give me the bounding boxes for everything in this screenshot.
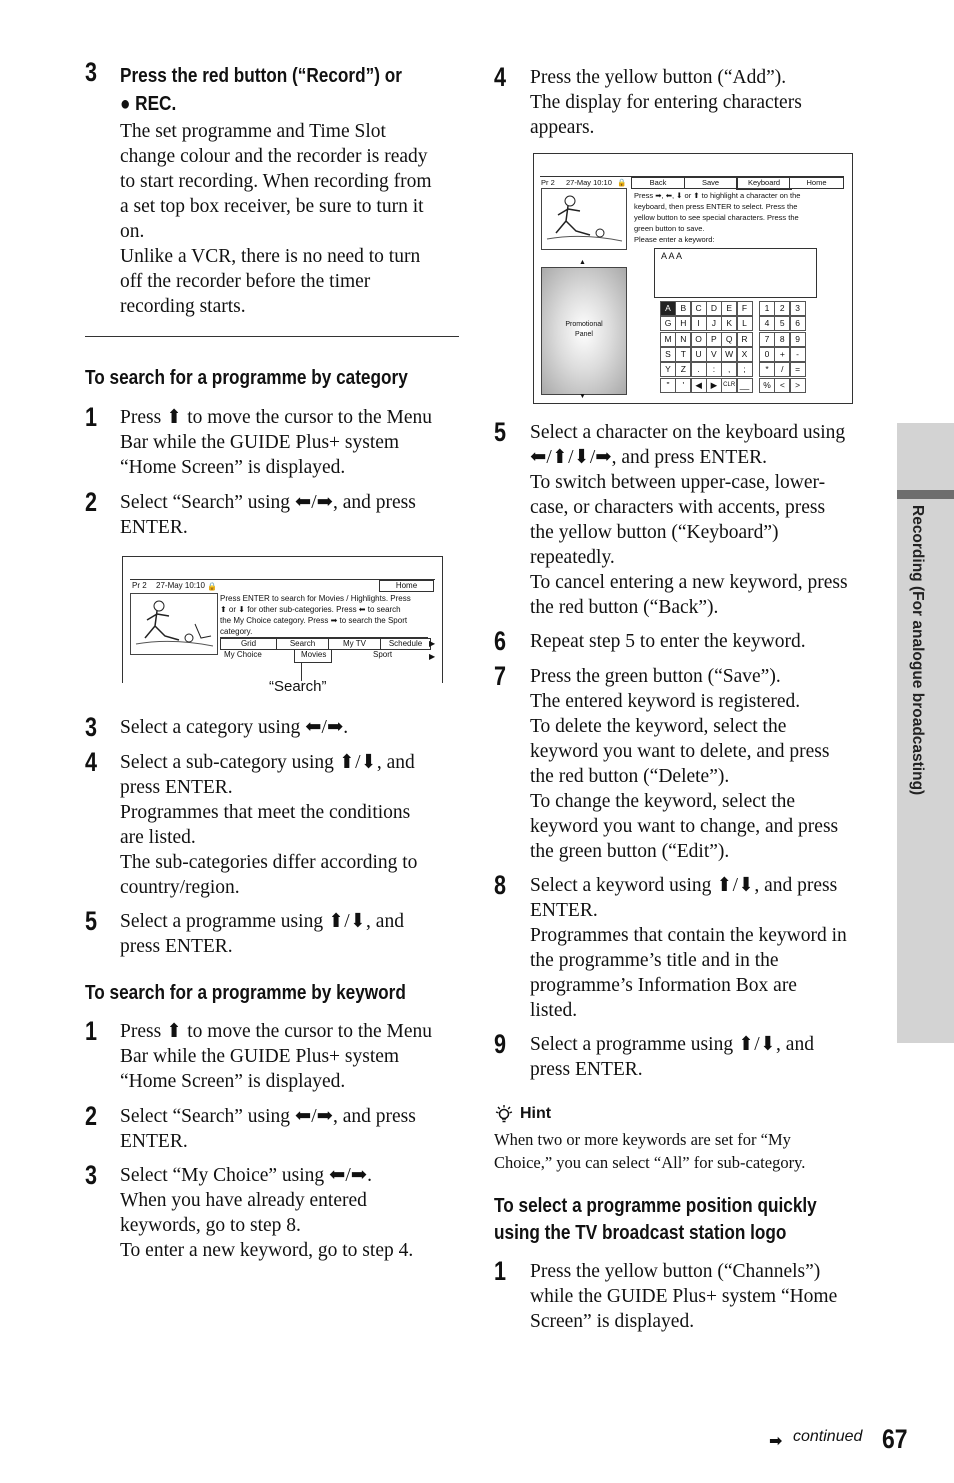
keyboard-key[interactable]: E [721,301,737,316]
save-button[interactable]: Save [684,177,737,189]
keyword-input[interactable]: A A A [654,248,817,298]
promotional-panel [541,267,627,395]
text-line: press ENTER. [530,1059,643,1080]
info-text [220,593,435,637]
step-number: 4 [85,747,98,777]
keyboard-key[interactable]: 4 [759,316,775,331]
keyboard-key[interactable]: D [706,301,722,316]
keyboard-key[interactable]: 6 [790,316,806,331]
keyboard-key[interactable]: Z [675,362,691,377]
arrow-right-icon: ➡ [769,1431,783,1450]
subcategory-my-choice[interactable]: My Choice [224,650,262,659]
keyboard-key[interactable]: = [790,362,806,377]
section-heading-logo: To select a programme position quickly [494,1195,817,1217]
text-line: Unlike a VCR, there is no need to turn [120,246,421,267]
keyboard-key[interactable]: R [737,332,753,347]
step-number: 3 [85,1160,98,1190]
section-heading-logo: using the TV broadcast station logo [494,1222,787,1244]
step-heading: Press the red button (“Record”) or [120,65,402,87]
text-line: Repeat step 5 to enter the keyword. [530,631,806,652]
page-number: 67 [882,1424,908,1454]
tab-grid[interactable]: Grid [220,638,277,650]
keyboard-key[interactable]: P [706,332,722,347]
info-line: Please enter a keyword: [634,235,715,244]
text-line: listed. [530,1000,578,1021]
screen-caption: “Search” [269,678,327,695]
date-label: 27-May 10:10 [566,178,612,187]
step-number: 2 [85,1101,98,1131]
subcategory-movies[interactable]: Movies [301,650,327,659]
subcategory-sport[interactable]: Sport [373,650,393,659]
text-line: Bar while the GUIDE Plus+ system [120,1046,400,1067]
back-button[interactable]: Back [631,177,685,189]
step-number: 5 [85,906,98,936]
text-line: Programmes that meet the conditions [120,802,411,823]
text-line: Select “Search” using ⬅/➡, and press [120,1106,416,1127]
text-line: The entered keyword is registered. [530,691,801,712]
text-line: keywords, go to step 8. [120,1215,301,1236]
keyboard-key[interactable]: 8 [774,332,790,347]
info-line: Press ENTER to search for Movies / Highlights. Press [220,594,411,603]
continued-label: continued [793,1428,863,1445]
text-line: appears. [530,117,595,138]
text-line: The set programme and Time Slot [120,121,386,142]
divider [85,336,459,337]
text-line: press ENTER. [120,936,233,957]
text-line: The sub-categories differ according to [120,852,418,873]
tab-schedule[interactable]: Schedule [380,638,431,650]
info-line: Press ➡, ⬅, ⬇ or ⬆ to highlight a character on the [634,191,801,200]
chapter-title: Recording (For analogue broadcasting) [909,505,926,796]
text-line: case, or characters with accents, press [530,497,826,518]
text-line: Press ⬆ to move the cursor to the Menu [120,407,433,428]
text-line: Screen” is displayed. [530,1311,695,1332]
keyboard-key[interactable]: . [691,362,707,377]
text-line: the red button (“Delete”). [530,766,730,787]
text-line: recording starts. [120,296,246,317]
text-line: Select a sub-category using ⬆/⬇, and [120,752,415,773]
keyboard-key[interactable]: N [675,332,691,347]
keyboard-key[interactable]: 1 [759,301,775,316]
keyboard-key[interactable]: C [691,301,707,316]
text-line: Press the green button (“Save”). [530,666,781,687]
section-heading-keyword: To search for a programme by keyword [85,982,406,1004]
soccer-player-image [131,594,217,654]
panel-label: Panel [575,331,593,338]
keyboard-key[interactable]: + [774,347,790,362]
text-line: Select a programme using ⬆/⬇, and [530,1034,814,1055]
text-line: ENTER. [120,1131,188,1152]
hint-text: When two or more keywords are set for “My Choice,” you can select “All” for sub-category. [494,1130,806,1172]
lock-icon: 🔒 [617,178,627,187]
home-button[interactable]: Home [789,177,844,189]
thumbnail [130,593,218,655]
keyboard-key[interactable]: < [774,378,790,393]
step-number: 3 [85,712,98,742]
text-line: Programmes that contain the keyword in [530,925,847,946]
keyboard-key[interactable]: X [737,347,753,362]
text-line: to start recording. When recording from [120,171,432,192]
text-line: Press ⬆ to move the cursor to the Menu [120,1021,433,1042]
text-line: press ENTER. [120,777,233,798]
step-number: 4 [494,62,507,92]
keyboard-key[interactable]: % [759,378,775,393]
text-line: ENTER. [530,900,598,921]
keyboard-key[interactable]: O [691,332,707,347]
step-number: 5 [494,417,507,447]
keyboard-key[interactable]: U [691,347,707,362]
keyboard-key[interactable]: 5 [774,316,790,331]
keyboard-key[interactable]: ; [737,362,753,377]
text-line: ENTER. [120,517,188,538]
keyboard-key[interactable]: __ [737,378,753,393]
keyboard-button[interactable]: Keyboard [736,176,792,190]
step-number: 1 [85,402,98,432]
text-line: Bar while the GUIDE Plus+ system [120,432,400,453]
text-line: “Home Screen” is displayed. [120,1071,346,1092]
home-button[interactable]: Home [379,580,434,592]
text-line: When you have already entered [120,1190,367,1211]
section-heading-category: To search for a programme by category [85,367,408,389]
guide-search-screen [122,556,443,683]
info-line: yellow button to see special characters. Press the [634,213,799,222]
info-line: ⬆ or ⬇ for other sub-categories. Press ⬅ to search [220,605,401,614]
keyboard-key[interactable]: K [721,316,737,331]
text-line: Press the yellow button (“Add”). [530,67,787,88]
text-line: The display for entering characters [530,92,802,113]
text-line: To enter a new keyword, go to step 4. [120,1240,414,1261]
keyboard-key[interactable]: W [721,347,737,362]
thumbnail [541,188,627,250]
step-number: 9 [494,1029,507,1059]
keyboard-key[interactable]: : [706,362,722,377]
info-line: green button to save. [634,224,705,233]
text-line: programme’s Information Box are [530,975,797,996]
text-line: Select “My Choice” using ⬅/➡. [120,1165,373,1186]
step-number: 6 [494,626,507,656]
info-line: the My Choice category. Press ➡ to search the Sport [220,616,408,625]
keyboard-key[interactable]: * [759,362,775,377]
date-label: 27-May 10:10 [156,581,205,590]
keyboard-key[interactable]: M [660,332,676,347]
keyboard-key[interactable]: 3 [790,301,806,316]
text-line: are listed. [120,827,196,848]
text-line: Select “Search” using ⬅/➡, and press [120,492,416,513]
keyboard-key[interactable]: F [737,301,753,316]
text-line: To change the keyword, select the [530,791,796,812]
keyboard-key[interactable]: I [691,316,707,331]
text-line: Select a character on the keyboard using [530,422,846,443]
keyboard-key[interactable]: B [675,301,691,316]
channel-label: Pr 2 [132,581,147,590]
keyboard-key[interactable]: J [706,316,722,331]
keyboard-key[interactable]: A [660,301,676,316]
info-line: category. [220,627,253,636]
keyboard-key[interactable]: 7 [759,332,775,347]
keyboard-key[interactable]: Y [660,362,676,377]
step-body [120,119,432,319]
text-line: To cancel entering a new keyword, press [530,572,848,593]
text-line: Select a category using ⬅/➡. [120,717,349,738]
panel-label: Promotional [565,321,603,328]
keyboard-key[interactable]: Q [721,332,737,347]
keyboard-key[interactable]: 0 [759,347,775,362]
keyboard-key[interactable]: / [774,362,790,377]
keyboard-key[interactable]: ' [675,378,691,393]
keyboard-key[interactable]: > [790,378,806,393]
text-line: the yellow button (“Keyboard”) [530,522,779,543]
chevron-right-icon: ▶ [429,639,436,648]
step-number: 1 [494,1256,507,1286]
tab-search[interactable]: Search [276,638,329,650]
text-line: ⬅/⬆/⬇/➡, and press ENTER. [530,447,768,468]
keyboard-key[interactable]: , [721,362,737,377]
text-line: Select a keyword using ⬆/⬇, and press [530,875,838,896]
keyboard-key[interactable]: 9 [790,332,806,347]
text-line: the green button (“Edit”). [530,841,730,862]
step-number: 8 [494,870,507,900]
step-number: 7 [494,661,507,691]
text-line: To delete the keyword, select the [530,716,787,737]
text-line: To switch between upper-case, lower- [530,472,826,493]
keyboard-key[interactable]: ◀ [691,378,707,393]
keyboard-key[interactable]: S [660,347,676,362]
text-line: the programme’s title and in the [530,950,779,971]
keyboard-key[interactable]: ▶ [706,378,722,393]
text-line: keyword you want to change, and press [530,816,839,837]
step-number: 1 [85,1016,98,1046]
text-line: country/region. [120,877,240,898]
text-line: Press the yellow button (“Channels”) [530,1261,821,1282]
text-line: on. [120,221,145,242]
keyboard-key[interactable]: CLR [721,378,737,393]
lock-icon: 🔒 [207,582,217,591]
step-number: 2 [85,487,98,517]
text-line: repeatedly. [530,547,615,568]
hint-icon [494,1104,514,1129]
text-line: keyword you want to delete, and press [530,741,830,762]
keyboard-key[interactable]: - [790,347,806,362]
text-line: Select a programme using ⬆/⬇, and [120,911,404,932]
soccer-player-image [542,189,626,249]
chapter-tab-marker [897,490,954,499]
keyword-entry-screen [533,153,853,404]
text-line: “Home Screen” is displayed. [120,457,346,478]
text-line: change colour and the recorder is ready [120,146,428,167]
text-line: off the recorder before the timer [120,271,371,292]
keyboard-key[interactable]: H [675,316,691,331]
info-line: keyboard, then press ENTER to select. Press the [634,202,798,211]
scroll-down-icon[interactable]: ▼ [579,393,586,400]
keyboard-key[interactable]: L [737,316,753,331]
keyboard-key[interactable]: T [675,347,691,362]
keyboard-key[interactable]: 2 [774,301,790,316]
step-number: 3 [85,57,98,87]
channel-label: Pr 2 [541,178,555,187]
text-line: a set top box receiver, be sure to turn it [120,196,424,217]
text-line: the red button (“Back”). [530,597,719,618]
text-line: while the GUIDE Plus+ system “Home [530,1286,838,1307]
scroll-up-icon[interactable]: ▲ [579,259,586,266]
hint-label: Hint [520,1105,552,1122]
chevron-right-icon: ▶ [429,652,436,661]
tab-my-tv[interactable]: My TV [328,638,381,650]
keyboard-key[interactable]: V [706,347,722,362]
keyboard-key[interactable]: G [660,316,676,331]
info-text [634,190,844,245]
step-heading: ● REC. [120,93,177,115]
keyboard-key[interactable]: " [660,378,676,393]
